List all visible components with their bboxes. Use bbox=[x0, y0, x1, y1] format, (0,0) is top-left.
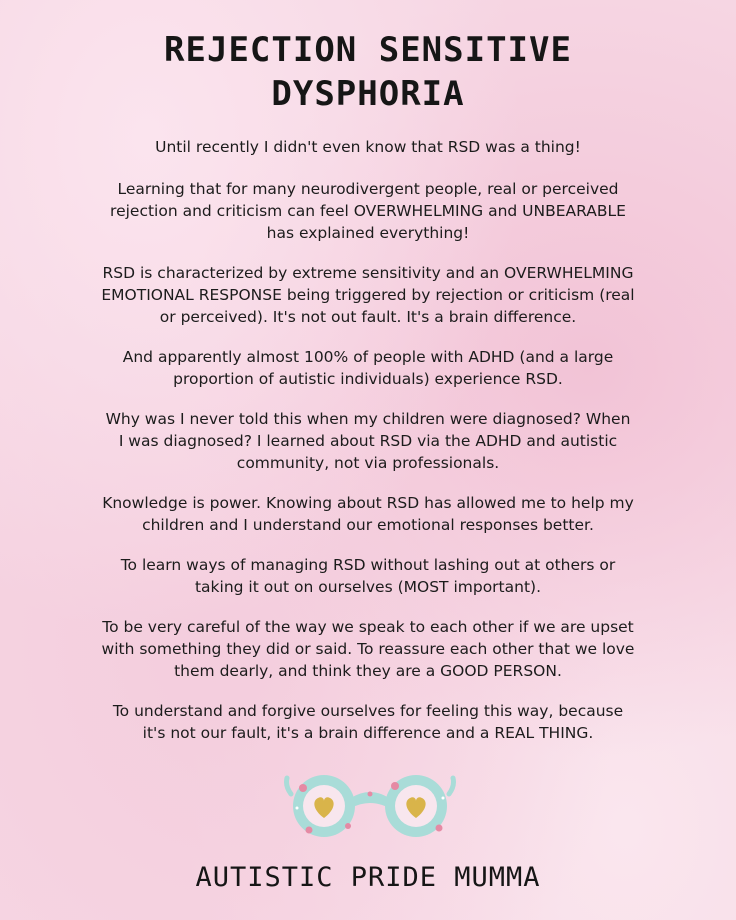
paragraph-line: children and I understand our emotional responses better. bbox=[142, 516, 594, 534]
paragraph-line: And apparently almost 100% of people with ADHD (and a large bbox=[122, 348, 614, 366]
paragraph-line: Knowledge is power. Knowing about RSD has allowed me to help my bbox=[102, 494, 634, 512]
paragraph-line: community, not via professionals. bbox=[236, 454, 500, 472]
paragraph-line: Why was I never told this when my children were diagnosed? When bbox=[105, 410, 631, 428]
paragraph-line: I was diagnosed? I learned about RSD via the ADHD and autistic bbox=[118, 432, 618, 450]
paragraph-definition bbox=[20, 262, 716, 328]
paragraph-line: Until recently I didn't even know that RSD was a thing! bbox=[155, 138, 581, 156]
paragraph-careful bbox=[20, 616, 716, 682]
paragraph-line: To learn ways of managing RSD without lashing out at others or bbox=[120, 556, 616, 574]
paragraph-why bbox=[20, 408, 716, 474]
title-line-2: DYSPHORIA bbox=[271, 74, 465, 114]
paragraph-adhd bbox=[20, 346, 716, 390]
paragraph-line: them dearly, and think they are a GOOD PERSON. bbox=[174, 662, 562, 680]
paragraph-line: rejection and criticism can feel OVERWHELMING and UNBEARABLE bbox=[110, 202, 626, 220]
paragraph-line: Learning that for many neurodivergent people, real or perceived bbox=[117, 180, 619, 198]
paragraph-line: has explained everything! bbox=[266, 224, 470, 242]
heart-glasses-icon bbox=[283, 768, 457, 840]
paragraph-knowledge bbox=[20, 492, 716, 536]
paragraph-forgive bbox=[20, 700, 716, 744]
paragraph-line: or perceived). It's not out fault. It's a brain difference. bbox=[159, 308, 577, 326]
paragraph-line: taking it out on ourselves (MOST important). bbox=[194, 578, 542, 596]
paragraph-line: To understand and forgive ourselves for feeling this way, because bbox=[112, 702, 624, 720]
paragraph-line: EMOTIONAL RESPONSE being triggered by rejection or criticism (real bbox=[101, 286, 635, 304]
title-line-1: REJECTION SENSITIVE bbox=[164, 30, 572, 70]
paragraph-managing bbox=[20, 554, 716, 598]
paragraph-line: To be very careful of the way we speak to each other if we are upset bbox=[102, 618, 634, 636]
paragraph-line: RSD is characterized by extreme sensitivity and an OVERWHELMING bbox=[102, 264, 634, 282]
paragraph-learning bbox=[20, 178, 716, 244]
footer-brand: AUTISTIC PRIDE MUMMA bbox=[195, 862, 541, 893]
paragraph-line: proportion of autistic individuals) experience RSD. bbox=[173, 370, 563, 388]
paragraph-line: with something they did or said. To reassure each other that we love bbox=[101, 640, 635, 658]
paragraph-line: it's not our fault, it's a brain difference and a REAL THING. bbox=[142, 724, 594, 742]
paragraph-intro bbox=[20, 136, 716, 158]
